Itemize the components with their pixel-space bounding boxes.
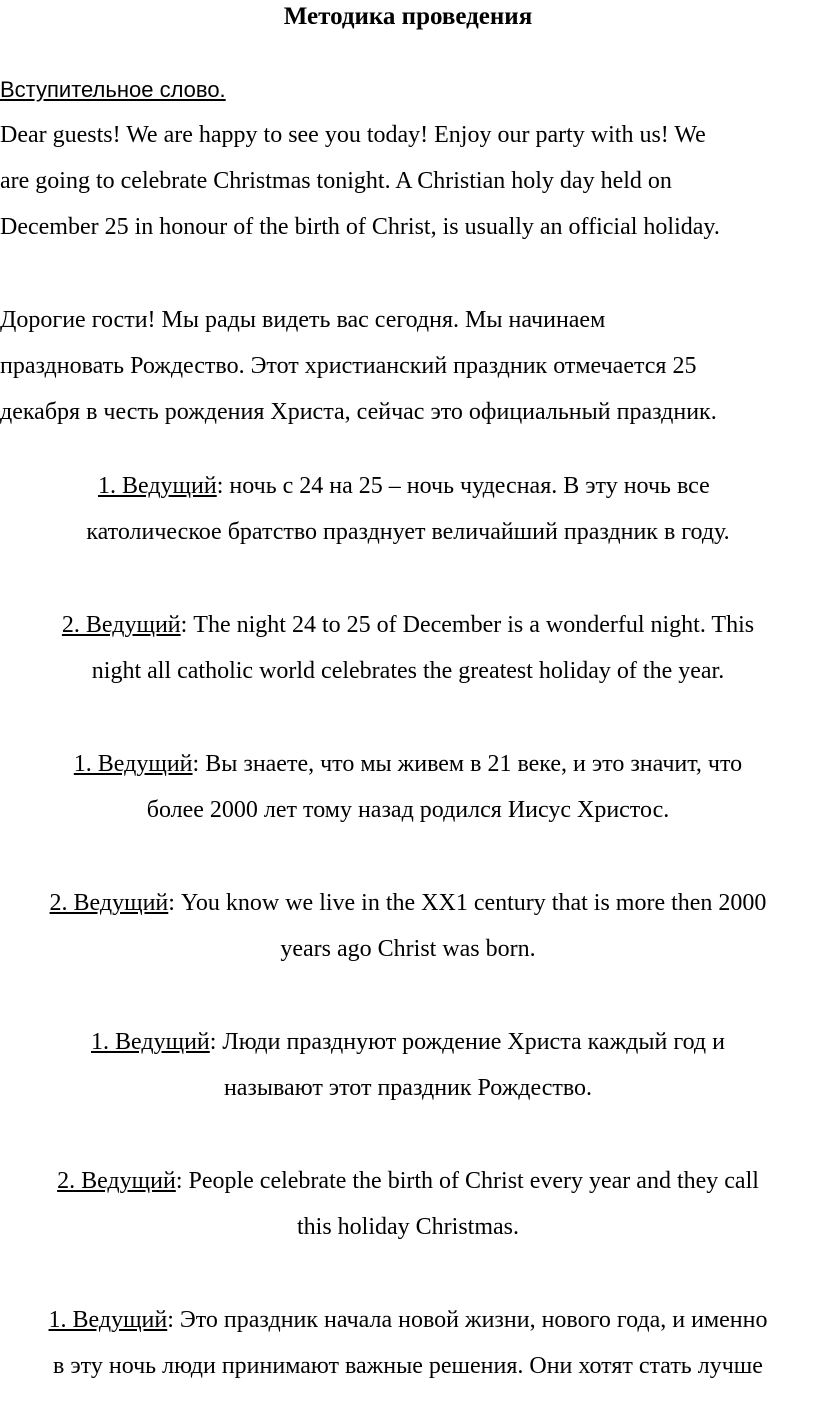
paragraph-line: are going to celebrate Christmas tonight. A Christian holy day held on [0, 168, 672, 194]
speaker-label: 1. Ведущий [91, 1029, 210, 1055]
dialogue-first-line [0, 880, 816, 926]
paragraph-line: декабря в честь рождения Христа, сейчас это официальный праздник. [0, 399, 717, 425]
speaker-label: 1. Ведущий [98, 473, 217, 499]
speaker-label: 1. Ведущий [48, 1307, 168, 1333]
dialogue-first-line [0, 1158, 816, 1204]
paragraph-line: December 25 in honour of the birth of Christ, is usually an official holiday. [0, 214, 720, 240]
dialogue-first-line [0, 1019, 816, 1065]
intro-heading: Вступительное слово. [0, 77, 226, 102]
dialogue-continuation: this holiday Christmas. [297, 1214, 519, 1240]
dialogue-first-line [0, 1297, 816, 1343]
dialogue-continuation: night all catholic world celebrates the greatest holiday of the year. [91, 658, 725, 684]
speaker-label: 1. Ведущий [73, 751, 193, 777]
dialogue-line-1 [0, 463, 816, 555]
intro-russian-paragraph [0, 297, 816, 435]
dialogue-text: : Люди празднуют рождение Христа каждый год и [209, 1029, 725, 1055]
speaker-label: 2. Ведущий [49, 890, 169, 916]
dialogue-line-2 [0, 602, 816, 694]
dialogue-text: : Это праздник начала новой жизни, нового года, и именно [167, 1307, 768, 1333]
dialogue-first-line [0, 463, 816, 509]
dialogue-line-7 [0, 1297, 816, 1389]
dialogue-text: : People celebrate the birth of Christ every year and they call [175, 1168, 759, 1194]
dialogue-first-line [0, 741, 816, 787]
dialogue-line-4 [0, 880, 816, 972]
dialogue-continuation: называют этот праздник Рождество. [223, 1075, 593, 1101]
dialogue-line-6 [0, 1158, 816, 1250]
dialogue-text: : You know we live in the XX1 century that is more then 2000 [168, 890, 767, 916]
dialogue-continuation: католическое братство празднует величайший праздник в году. [86, 519, 730, 545]
dialogue-first-line [0, 602, 816, 648]
paragraph-line: Дорогие гости! Мы рады видеть вас сегодня. Мы начинаем [0, 307, 606, 333]
dialogue-line-5 [0, 1019, 816, 1111]
speaker-label: 2. Ведущий [61, 612, 181, 638]
intro-english-paragraph [0, 112, 816, 250]
paragraph-line: праздновать Рождество. Этот христианский праздник отмечается 25 [0, 353, 697, 379]
dialogue-continuation: в эту ночь люди принимают важные решения. Они хотят стать лучше [53, 1353, 763, 1379]
dialogue-continuation: years ago Christ was born. [280, 936, 536, 962]
dialogue-text: : ночь с 24 на 25 – ночь чудесная. В эту ночь все [216, 473, 710, 499]
dialogue-continuation: более 2000 лет тому назад родился Иисус Христос. [146, 797, 670, 823]
page-title: Методика проведения [283, 3, 533, 30]
speaker-label: 2. Ведущий [57, 1168, 176, 1194]
dialogue-text: : The night 24 to 25 of December is a wonderful night. This [180, 612, 755, 638]
dialogue-text: : Вы знаете, что мы живем в 21 веке, и это значит, что [192, 751, 743, 777]
paragraph-line: Dear guests! We are happy to see you today! Enjoy our party with us! We [0, 122, 706, 148]
dialogue-line-3 [0, 741, 816, 833]
